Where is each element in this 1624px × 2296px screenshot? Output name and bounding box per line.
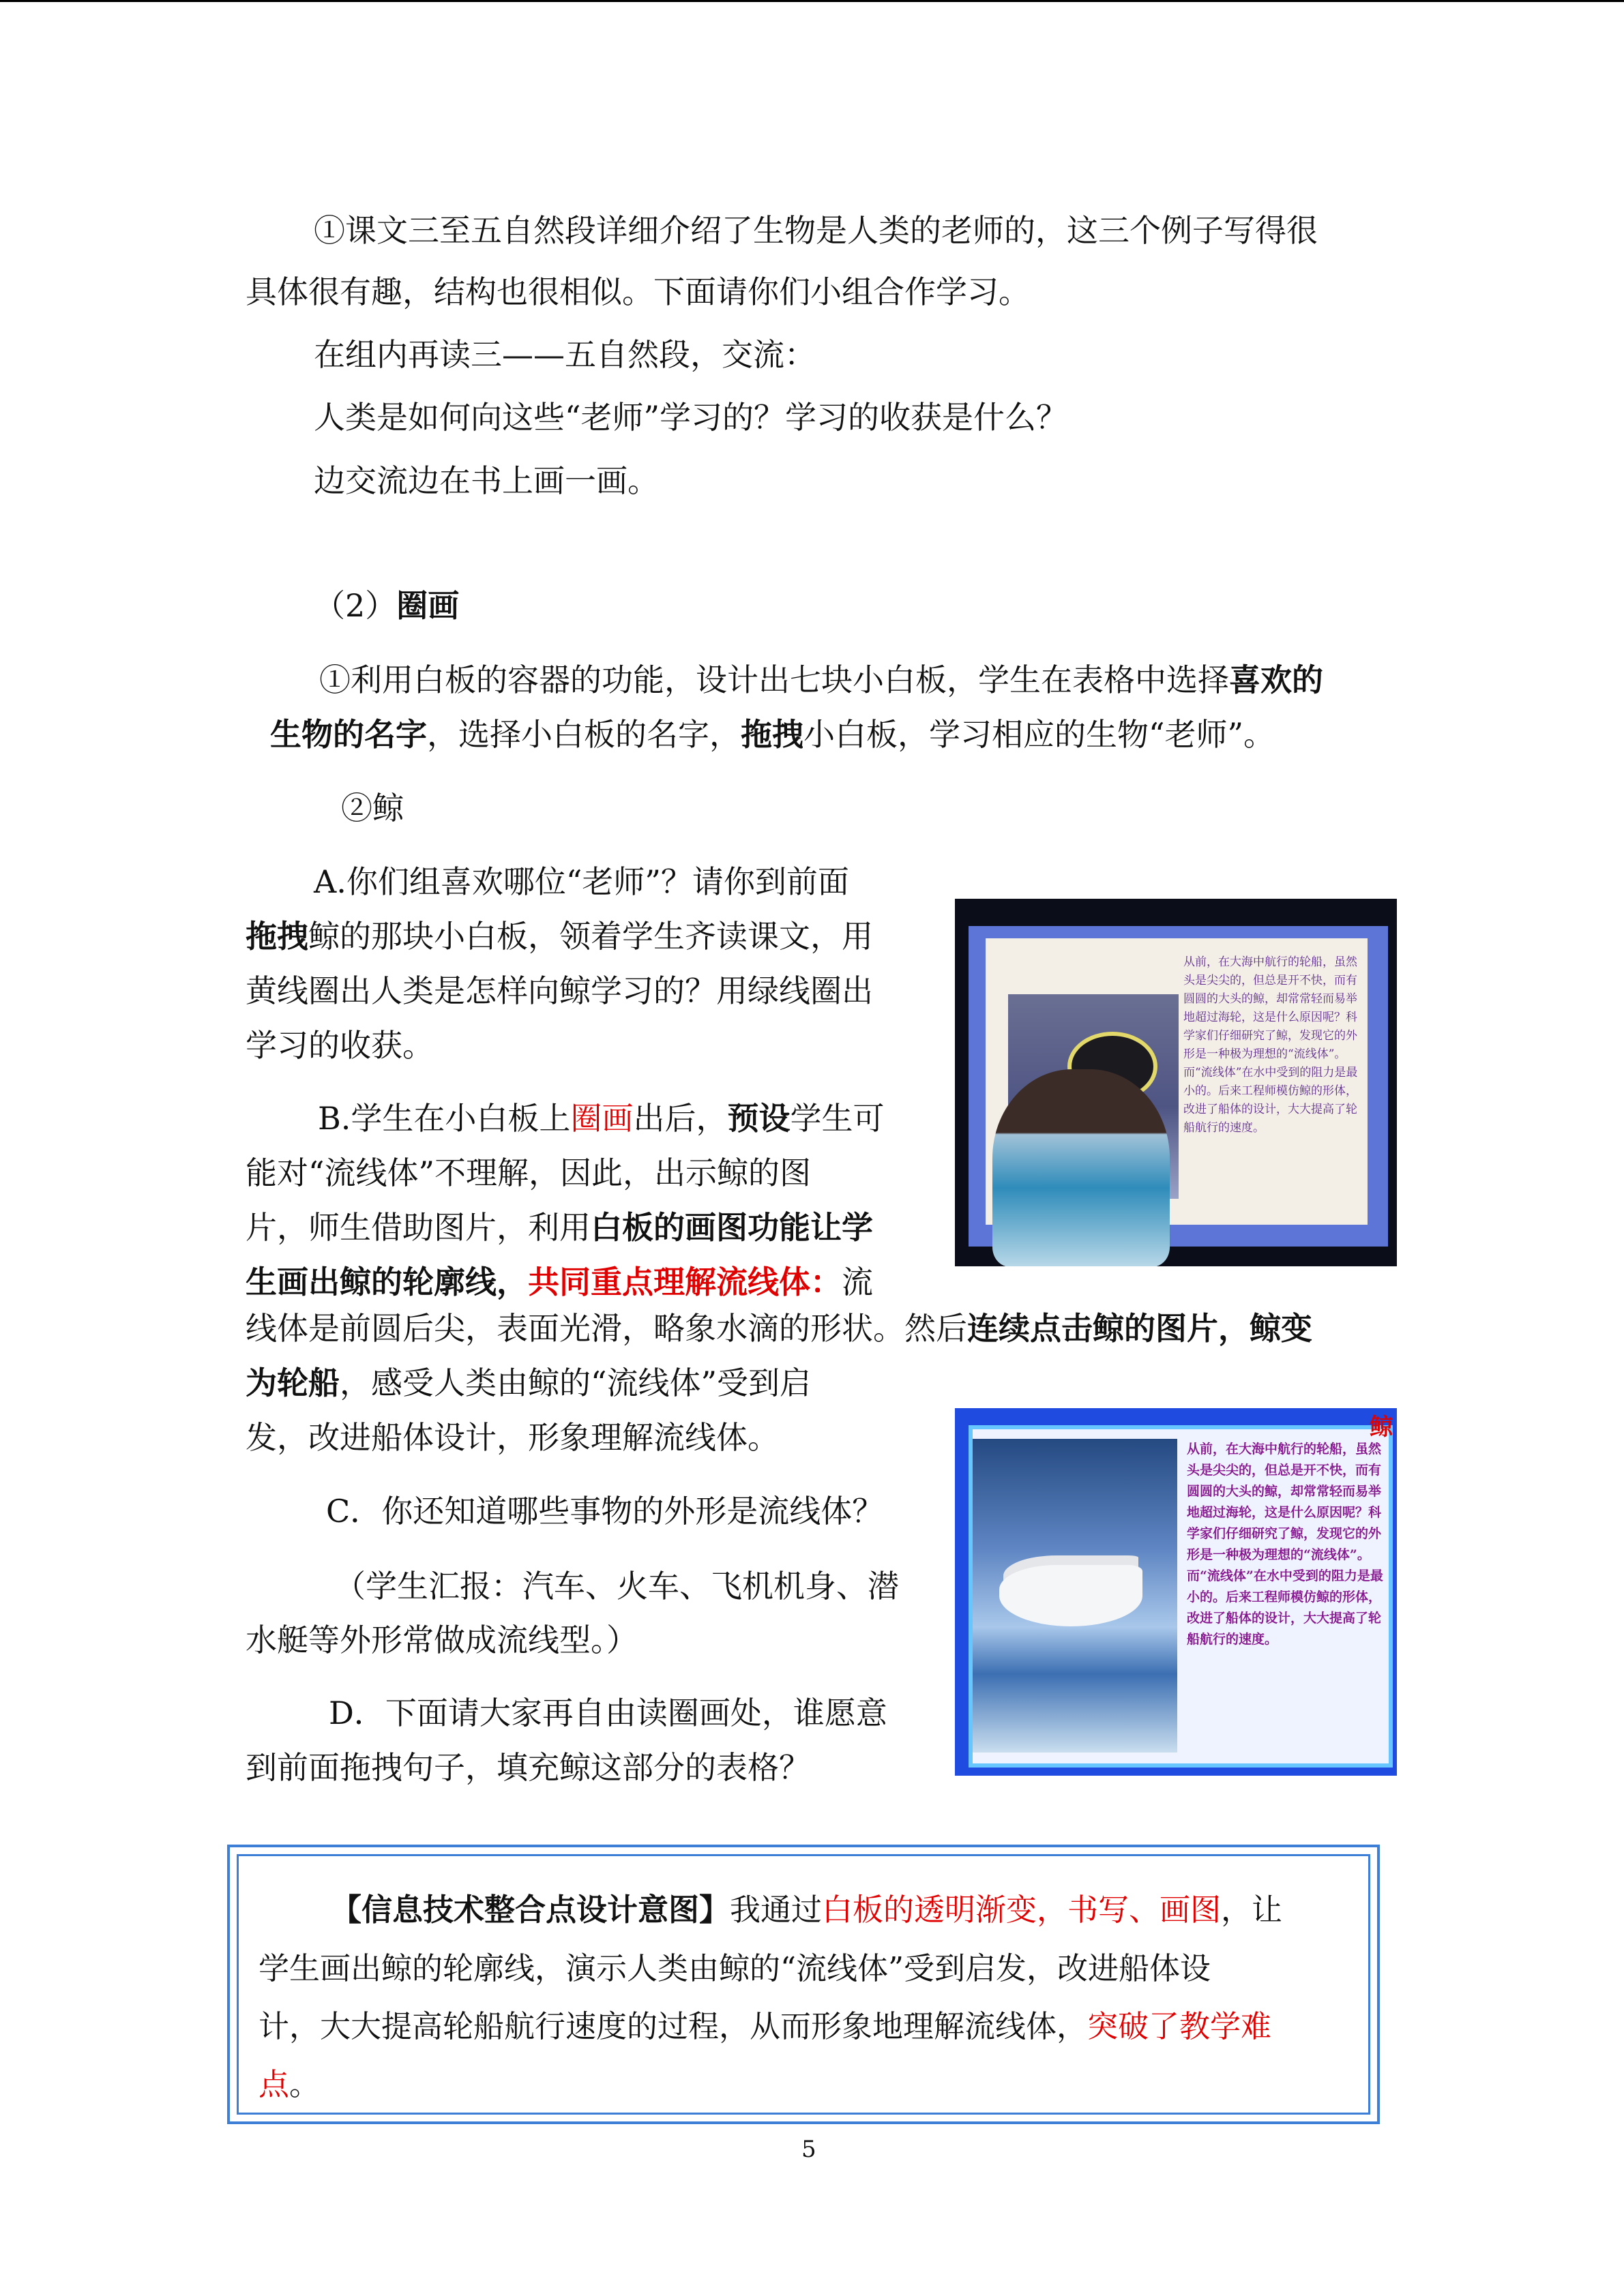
B-line5 bbox=[246, 1308, 1312, 1349]
slide-whale-tag: 鲸 bbox=[1370, 1414, 1393, 1441]
box-text-3a: 计，大大提高轮船航行速度的过程，从而形象地理解流线体， bbox=[259, 2008, 1088, 2044]
A-line2 bbox=[246, 916, 873, 957]
item1-bold-drag: 拖拽 bbox=[741, 716, 803, 753]
item1-bold-b: 生物的名字 bbox=[270, 716, 427, 753]
para1-line1: ①课文三至五自然段详细介绍了生物是人类的老师的，这三个例子写得很 bbox=[314, 212, 1318, 249]
C-line3: 水艇等外形常做成流线型。） bbox=[246, 1622, 638, 1658]
item2-whale: ②鲸 bbox=[341, 790, 404, 826]
B-text-1b: 出后， bbox=[633, 1100, 728, 1137]
page-number: 5 bbox=[801, 2136, 816, 2163]
B-red-circle: 圈画 bbox=[570, 1100, 634, 1137]
item1-line1 bbox=[319, 659, 1323, 700]
B-text-3a: 片，师生借助图片，利用 bbox=[246, 1209, 591, 1246]
box-title: 【信息技术整合点设计意图】 bbox=[331, 1892, 730, 1928]
item1-text-b2: 小白板，学习相应的生物“老师”。 bbox=[803, 716, 1275, 753]
B-text-1a: B.学生在小白板上 bbox=[318, 1100, 571, 1137]
box-line1 bbox=[331, 1890, 1282, 1930]
box-line3 bbox=[259, 2006, 1271, 2047]
D-line1: D．下面请大家再自由读圈画处，谁愿意 bbox=[329, 1695, 887, 1731]
B-line1 bbox=[318, 1098, 884, 1139]
box-red-3: 突破了教学难 bbox=[1087, 2008, 1272, 2044]
B-text-1c: 学生可 bbox=[790, 1100, 885, 1137]
B-text-4c: 流 bbox=[842, 1264, 873, 1300]
slide-text: 从前，在大海中航行的轮船，虽然头是尖尖的，但总是开不快，而有圆圆的大头的鲸，却常常轻而易举地超过海轮，这是什么原因呢？科学家们仔细研究了鲸，发现它的外形是一种极为理想的“流线体”。而“流线体”在水中受到的阻力是最小的。后来工程师模仿鲸的形体，改进了船体的设计，大大提高了轮船航行的速度。 bbox=[1187, 1442, 1383, 1647]
para1-line4: 人类是如何向这些“老师”学习的？学习的收获是什么？ bbox=[314, 399, 1068, 436]
B-text-5a: 线体是前圆后尖，表面光滑，略象水滴的形状。然后 bbox=[246, 1310, 967, 1347]
box-red-1: 白板的透明渐变，书写、画图 bbox=[822, 1892, 1222, 1928]
A-line3: 黄线圈出人类是怎样向鲸学习的？用绿线圈出 bbox=[246, 972, 873, 1009]
ship-slide-image bbox=[955, 1408, 1397, 1776]
D-line2: 到前面拖拽句子，填充鲸这部分的表格？ bbox=[246, 1749, 810, 1786]
para1-line5: 边交流边在书上画一画。 bbox=[314, 462, 659, 499]
section-number: （2） bbox=[314, 587, 397, 624]
item1-line2 bbox=[270, 714, 1275, 755]
B-line6 bbox=[246, 1362, 811, 1403]
top-border bbox=[0, 0, 1624, 2]
box-text-1a: 我通过 bbox=[730, 1892, 823, 1928]
B-bold-4: 生画出鲸的轮廓线， bbox=[246, 1264, 528, 1300]
A-line4: 学习的收获。 bbox=[246, 1027, 434, 1064]
para1-line2: 具体很有趣，结构也很相似。下面请你们小组合作学习。 bbox=[246, 273, 1030, 310]
C-line2: （学生汇报：汽车、火车、飞机机身、潜 bbox=[334, 1568, 899, 1605]
item1-bold-a: 喜欢的 bbox=[1229, 661, 1323, 698]
B-line2: 能对“流线体”不理解，因此，出示鲸的图 bbox=[246, 1154, 812, 1191]
C-line1: C．你还知道哪些事物的外形是流线体？ bbox=[326, 1493, 884, 1530]
B-bold-3: 白板的画图功能让学 bbox=[591, 1209, 873, 1246]
cruise-ship-shape bbox=[999, 1565, 1142, 1626]
whiteboard-text: 从前，在大海中航行的轮船，虽然头是尖尖的，但总是开不快，而有圆圆的大头的鲸，却常常轻而易举地超过海轮，这是什么原因呢？科学家们仔细研究了鲸，发现它的外形是一种极为理想的“流线体”。而“流线体”在水中受到的阻力是最小的。后来工程师模仿鲸的形体，改进了船体的设计，大大提高了轮船航行的速度。 bbox=[1183, 955, 1358, 1135]
section-heading bbox=[314, 585, 459, 626]
box-line4 bbox=[259, 2064, 320, 2105]
B-bold-preset: 预设 bbox=[727, 1100, 791, 1137]
B-bold-5: 连续点击鲸的图片，鲸变 bbox=[967, 1310, 1312, 1347]
student-drawing-figure bbox=[992, 1069, 1170, 1266]
box-text-4b: 。 bbox=[289, 2066, 321, 2102]
B-line3 bbox=[246, 1207, 873, 1248]
B-text-6: ，感受人类由鲸的“流线体”受到启 bbox=[340, 1365, 812, 1401]
box-red-4: 点 bbox=[259, 2066, 290, 2102]
B-line4 bbox=[246, 1262, 873, 1302]
section-title: 圈画 bbox=[396, 587, 460, 624]
box-line2: 学生画出鲸的轮廓线，演示人类由鲸的“流线体”受到启发，改进船体设 bbox=[259, 1950, 1211, 1986]
B-line7: 发，改进船体设计，形象理解流线体。 bbox=[246, 1419, 779, 1456]
A-text-2: 鲸的那块小白板，领着学生齐读课文，用 bbox=[308, 918, 873, 955]
design-intent-box bbox=[227, 1845, 1380, 2124]
item1-text-a: ①利用白板的容器的功能，设计出七块小白板，学生在表格中选择 bbox=[319, 661, 1229, 698]
B-red-4: 共同重点理解流线体： bbox=[528, 1264, 842, 1300]
box-text-1b: ，让 bbox=[1221, 1892, 1283, 1928]
para1-line3: 在组内再读三——五自然段，交流： bbox=[314, 336, 816, 373]
B-bold-6: 为轮船 bbox=[246, 1365, 340, 1401]
A-bold-drag: 拖拽 bbox=[246, 918, 308, 955]
A-line1: A.你们组喜欢哪位“老师”？请你到前面 bbox=[314, 863, 849, 900]
whiteboard-classroom-photo bbox=[955, 899, 1397, 1266]
item1-text-b: ，选择小白板的名字， bbox=[427, 716, 741, 753]
